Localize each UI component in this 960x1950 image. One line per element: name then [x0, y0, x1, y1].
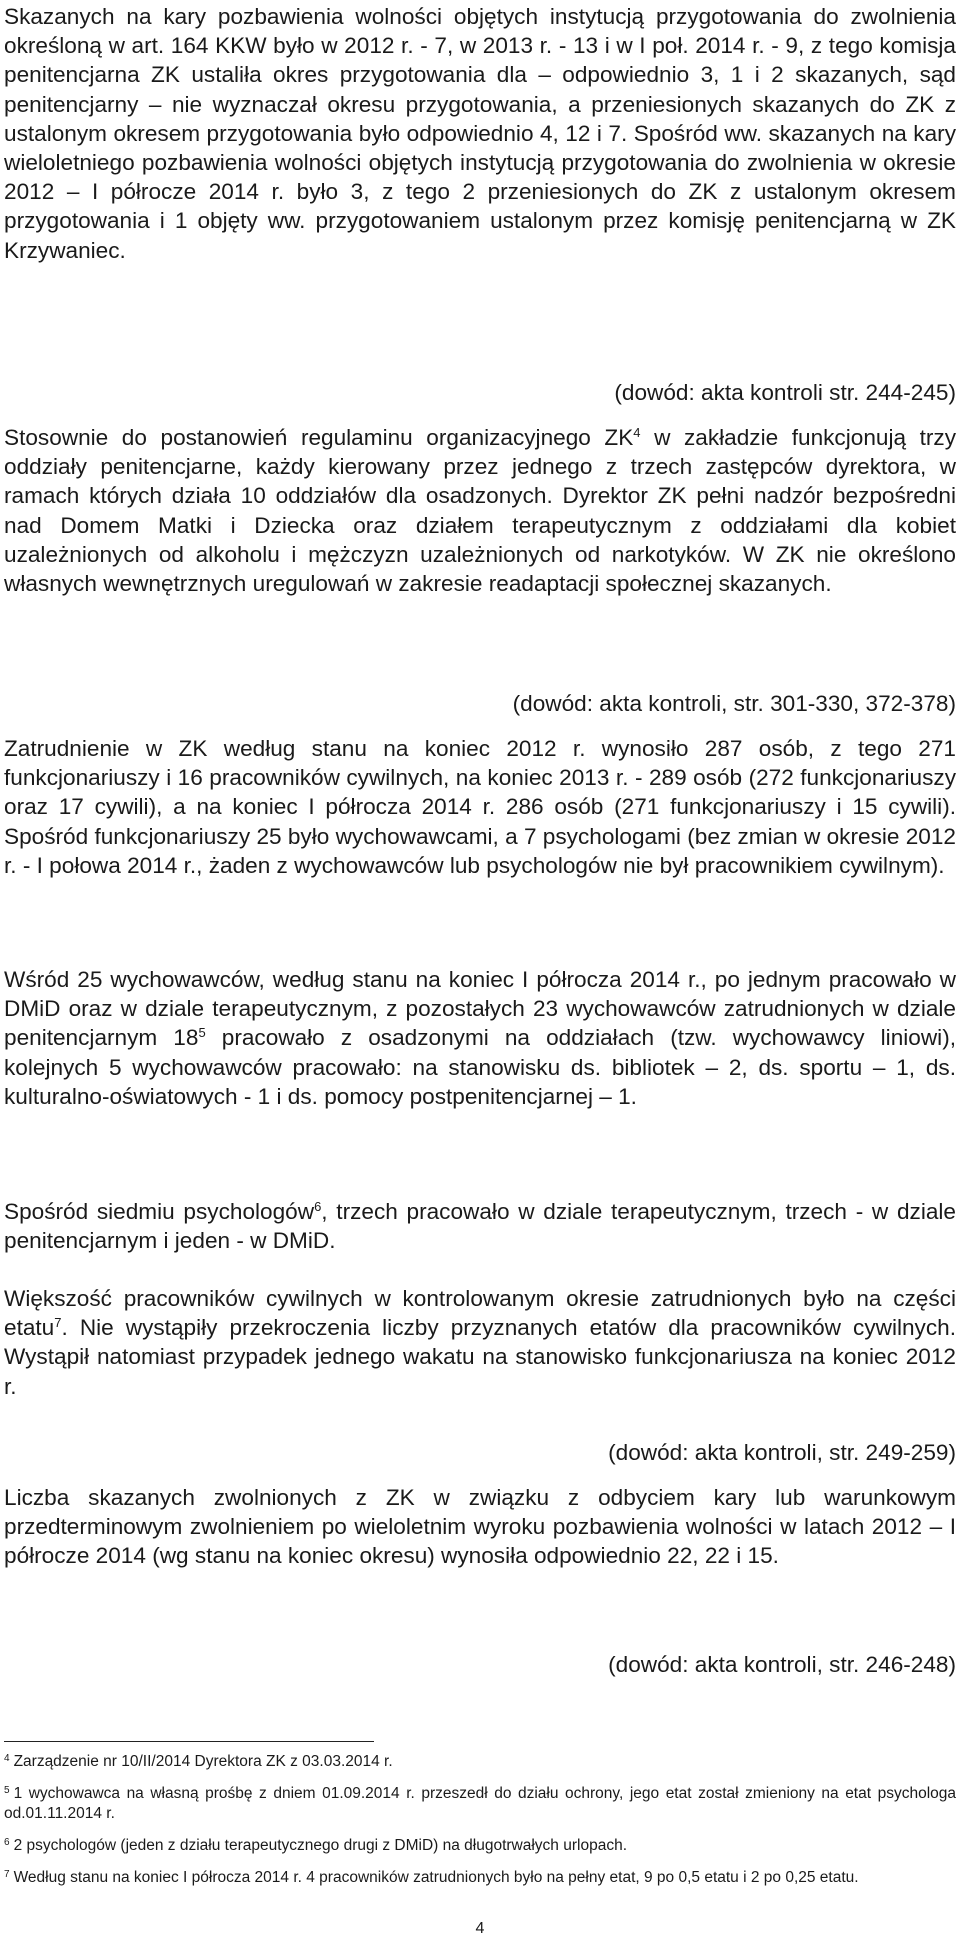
evidence-reference: (dowód: akta kontroli, str. 249-259) [608, 1440, 956, 1465]
footnote-ref-4: 4 [633, 425, 641, 440]
footnote-number: 4 [4, 1753, 10, 1764]
footnote-separator [4, 1741, 374, 1742]
footnote-5 [4, 1784, 956, 1824]
paragraph-text: , trzech pracowało w dziale terapeutycznym, trzech - w dziale penitencjarnym i jeden - w DMiD. [4, 1199, 956, 1254]
paragraph-text: Wśród 25 wychowawców, według stanu na koniec I półrocza 2014 r., po jednym pracowało w DMiD oraz w dziale terapeutycznym, z pozostałych 23 wychowawców zatrudnionych w dziale penitencjarnym 18 [4, 967, 956, 1051]
footnote-text: 2 psychologów (jeden z działu terapeutycznego drugi z DMiD) na długotrwałych urlopach. [13, 1837, 628, 1854]
paragraph-organizational-structure [4, 423, 956, 598]
evidence-reference: (dowód: akta kontroli, str. 301-330, 372-378) [512, 691, 956, 716]
paragraph-psychologists [4, 1197, 956, 1255]
footnote-number: 7 [4, 1869, 10, 1880]
page-number: 4 [475, 1920, 485, 1937]
paragraph-release-preparation: Skazanych na kary pozbawienia wolności objętych instytucją przygotowania do zwolnienia określoną w art. 164 KKW było w 2012 r. - 7, w 2013 r. - 13 i w I poł. 2014 r. - 9, z tego komisja penitencjarna ZK ustaliła okres przygotowania dla – odpowiednio 3, 1 i 2 skazanych, sąd penitencjarny – nie wyznaczał okresu przygotowania, a przeniesionych skazanych do ZK z ustalonym okresem przygotowania było odpowiednio 4, 12 i 7. Spośród ww. skazanych na kary wieloletniego pozbawienia wolności objętych instytucją przygotowania do zwolnienia w okresie 2012 – I półrocze 2014 r. było 3, z tego 2 przeniesionych do ZK z ustalonym okresem przygotowania i 1 objęty ww. przygotowaniem ustalonym przez komisję penitencjarną w ZK Krzywaniec. [4, 4, 956, 263]
evidence-reference: (dowód: akta kontroli str. 244-245) [614, 380, 956, 405]
paragraph-text: Spośród siedmiu psychologów [4, 1199, 315, 1224]
footnote-6 [4, 1836, 956, 1856]
paragraph-released-prisoners: Liczba skazanych zwolnionych z ZK w związku z odbyciem kary lub warunkowym przedterminowym zwolnieniem po wieloletnim wyroku pozbawienia wolności w latach 2012 – I półrocze 2014 (wg stanu na koniec okresu) wynosiła odpowiednio 22, 22 i 15. [4, 1485, 956, 1569]
paragraph-text: pracowało z osadzonymi na oddziałach (tzw. wychowawcy liniowi), kolejnych 5 wychowawców pracowało: na stanowisku ds. bibliotek – 2, ds. sportu – 1, ds. kulturalno-oświatowych - 1 i ds. pomocy postpenitencjarnej – 1. [4, 1025, 956, 1109]
paragraph-employment: Zatrudnienie w ZK według stanu na koniec 2012 r. wynosiło 287 osób, z tego 271 funkcjonariuszy i 16 pracowników cywilnych, na koniec 2013 r. - 289 osób (272 funkcjonariuszy oraz 17 cywili), a na koniec I półrocza 2014 r. 286 osób (271 funkcjonariuszy i 15 cywili). Spośród funkcjonariuszy 25 było wychowawcami, a 7 psychologami (bez zmian w okresie 2012 r. - I połowa 2014 r., żaden z wychowawców lub psychologów nie był pracownikiem cywilnym). [4, 736, 956, 878]
footnote-ref-5: 5 [198, 1025, 206, 1041]
paragraph-educators [4, 965, 956, 1111]
footnote-ref-7: 7 [54, 1315, 62, 1331]
paragraph-civil-employees [4, 1284, 956, 1401]
paragraph-text: . Nie wystąpiły przekroczenia liczby przyznanych etatów dla pracowników cywilnych. Wystąpił natomiast przypadek jednego wakatu na stanowisko funkcjonariusza na koniec 2012 r. [4, 1315, 956, 1399]
footnote-text: Zarządzenie nr 10/II/2014 Dyrektora ZK z 03.03.2014 r. [13, 1753, 393, 1770]
paragraph-text: Stosownie do postanowień regulaminu organizacyjnego ZK [4, 425, 634, 450]
paragraph-text: w zakładzie funkcjonują trzy oddziały penitencjarne, każdy kierowany przez jednego z trzech zastępców dyrektora, w ramach których działa 10 oddziałów dla osadzonych. Dyrektor ZK pełni nadzór bezpośredni nad Domem Matki i Dziecka oraz działem terapeutycznym z oddziałami dla kobiet uzależnionych od alkoholu i mężczyzn uzależnionych od narkotyków. W ZK nie określono własnych wewnętrznych uregulowań w zakresie readaptacji społecznej skazanych. [4, 425, 956, 597]
evidence-reference: (dowód: akta kontroli, str. 246-248) [608, 1652, 956, 1677]
footnote-ref-6: 6 [314, 1199, 322, 1214]
footnote-text: 1 wychowawca na własną prośbę z dniem 01.09.2014 r. przeszedł do działu ochrony, jego etat został zmieniony na etat psychologa od.01.11.2014 r. [4, 1785, 956, 1822]
footnote-4 [4, 1752, 956, 1772]
footnote-7 [4, 1868, 956, 1888]
paragraph-text: Większość pracowników cywilnych w kontrolowanym okresie zatrudnionych było na części etatu [4, 1286, 956, 1341]
footnote-number: 6 [4, 1837, 10, 1848]
footnote-text: Według stanu na koniec I półrocza 2014 r. 4 pracowników zatrudnionych było na pełny etat, 9 po 0,5 etatu i 2 po 0,25 etatu. [13, 1869, 859, 1886]
footnote-number: 5 [4, 1785, 10, 1796]
